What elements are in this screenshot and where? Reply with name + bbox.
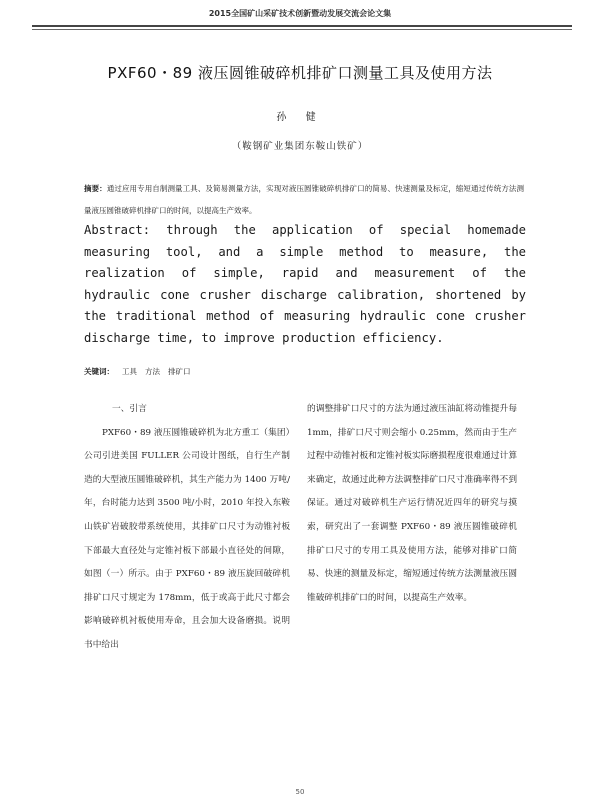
- abstract-english: Abstract: through the application of special homemade measuring tool, and a simple method to measure, the realization of simple, rapid and measurement of the hydraulic cone crusher discharge calibration, shortened by the traditional method of measuring hydraulic cone crusher discharge time, to improve production efficiency.: [84, 223, 526, 345]
- header-rule-secondary: [32, 29, 572, 30]
- abstract-cn-label: 摘要：: [84, 184, 107, 193]
- abstract-cn-text: 通过应用专用自制测量工具、及简易测量方法，实现对液压圆锥破碎机排矿口的简易、快速测量及标定，缩短通过传统方法测量液压圆锥破碎机排矿口的时间，以提高生产效率。: [84, 184, 524, 215]
- author-name: 孙 健: [276, 112, 324, 123]
- running-header: 2015全国矿山采矿技术创新暨动发展交流会论文集: [208, 9, 392, 18]
- author-affiliation: （鞍钢矿业集团东鞍山铁矿）: [231, 141, 369, 152]
- body-paragraph-left: PXF60・89 液压圆锥破碎机为北方重工（集团）公司引进美国 FULLER 公司设计图纸，自行生产制造的大型液压圆锥破碎机，其生产能力为 1400 万吨/年，台时能力达到 3500 吨/小时，2010 年投入东鞍山铁矿岩破胶带系统使用，其排矿口尺寸为动锥衬板下部最大直径处与定锥衬板下部最小直径处的间隙，如图（一）所示。由于 PXF60・89 液压旋回破碎机排矿口尺寸规定为 178mm，低于或高于此尺寸都会影响破碎机衬板使用寿命，且会加大设备磨损。说明书中给出: [84, 427, 290, 650]
- keyword-item: 排矿口: [168, 367, 191, 376]
- body-paragraph-right: 的调整排矿口尺寸的方法为通过液压油缸将动锥提升每 1mm，排矿口尺寸则会缩小 0.25mm，然而由于生产过程中动锥衬板和定锥衬板实际磨损程度很难通过计算来确定，故通过此种方法调整排矿口尺寸准确率得不到保证。通过对破碎机生产运行情况近四年的研究与摸索，研究出了一套调整 PXF60・89 液压圆锥破碎机排矿口尺寸的专用工具及使用方法，能够对排矿口简易、快速的测量及标定，缩短通过传统方法测量液压圆锥破碎机排矿口的时间，以提高生产效率。: [307, 404, 517, 603]
- abstract-chinese: [84, 178, 524, 222]
- paper-title: PXF60・89 液压圆锥破碎机排矿口测量工具及使用方法: [107, 64, 493, 82]
- keywords-label: 关键词：: [84, 367, 114, 376]
- header-rule: [32, 25, 572, 27]
- keyword-item: 工具: [122, 367, 137, 376]
- section-heading-introduction: 一、引言: [112, 404, 147, 414]
- keyword-item: 方法: [145, 367, 160, 376]
- body-column-right: [307, 398, 517, 610]
- body-column-left: [84, 398, 290, 658]
- keywords: [84, 366, 524, 377]
- page-number: 50: [295, 788, 305, 796]
